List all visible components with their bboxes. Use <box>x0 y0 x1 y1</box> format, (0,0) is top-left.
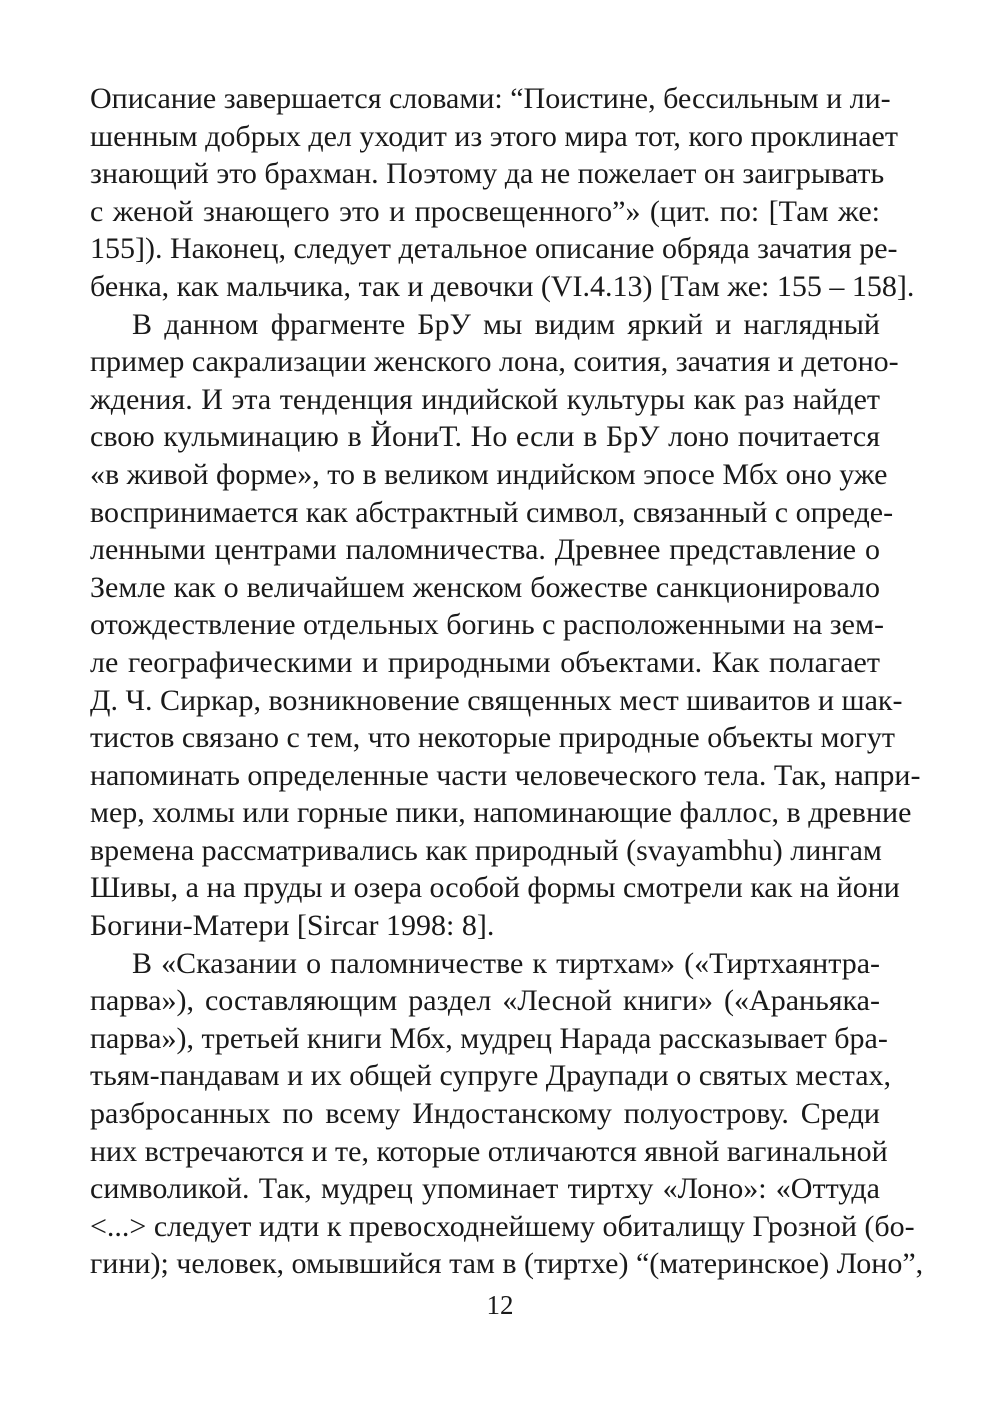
text-line: с женой знающего это и просвещенного”» (цит. по: [Там же: <box>90 194 880 228</box>
paragraph-1 <box>90 80 915 306</box>
text-line: символикой. Так, мудрец упоминает тиртху «Лоно»: «Оттуда <box>90 1172 880 1206</box>
text-line: отождествление отдельных богинь с расположенными на зем- <box>90 608 884 642</box>
body-text <box>90 80 924 1283</box>
text-line: гини); человек, омывшийся там в (тиртхе) “(материнское) Лоно”, <box>90 1247 924 1281</box>
text-line: свою кульминацию в ЙониТ. Но если в БрУ лоно почитается <box>90 420 880 454</box>
text-line: ленными центрами паломничества. Древнее представление о <box>90 533 880 567</box>
text-line: тистов связано с тем, что некоторые природные объекты могут <box>90 721 895 755</box>
text-line: времена рассматривались как природный (svayambhu) лингам <box>90 833 882 867</box>
text-line: мер, холмы или горные пики, напоминающие фаллос, в древние <box>90 796 912 830</box>
text-line: ждения. И эта тенденция индийской культуры как раз найдет <box>90 382 880 416</box>
text-line: В данном фрагменте БрУ мы видим яркий и наглядный <box>132 307 880 341</box>
text-line: пример сакрализации женского лона, соития, зачатия и детоно- <box>90 345 899 379</box>
text-line: разбросанных по всему Индостанскому полуострову. Среди <box>90 1097 880 1131</box>
text-line: шенным добрых дел уходит из этого мира тот, кого проклинает <box>90 119 898 153</box>
text-line: Шивы, а на пруды и озера особой формы смотрели как на йони <box>90 871 900 905</box>
text-line: 155]). Наконец, следует детальное описание обряда зачатия ре- <box>90 232 898 266</box>
text-line: Земле как о величайшем женском божестве санкционировало <box>90 570 880 604</box>
paragraph-2 <box>90 306 921 945</box>
text-line: парва»), третьей книги Мбх, мудрец Нарада рассказывает бра- <box>90 1021 888 1055</box>
paragraph-3 <box>90 945 924 1283</box>
text-line: них встречаются и те, которые отличаются явной вагинальной <box>90 1134 888 1168</box>
text-line: <...> следует идти к превосходнейшему обиталищу Грозной (бо- <box>90 1209 915 1243</box>
text-line: ле географическими и природными объектами. Как полагает <box>90 645 880 679</box>
text-line: знающий это брахман. Поэтому да не пожелает он заигрывать <box>90 157 885 191</box>
text-line: Описание завершается словами: “Поистине, бессильным и ли- <box>90 82 891 115</box>
page-number: 12 <box>486 1290 514 1320</box>
text-line: тьям-пандавам и их общей супруге Драупади о святых местах, <box>90 1059 892 1093</box>
text-line: парва»), составляющим раздел «Лесной книги» («Араньяка- <box>90 984 880 1018</box>
text-line: В «Сказании о паломничестве к тиртхам» («Тиртхаянтра- <box>132 946 880 980</box>
text-line: Богини-Матери [Sircar 1998: 8]. <box>90 909 495 943</box>
text-line: Д. Ч. Сиркар, возникновение священных мест шиваитов и шак- <box>90 683 903 717</box>
text-line: воспринимается как абстрактный символ, связанный с опреде- <box>90 495 894 529</box>
text-line: «в живой форме», то в великом индийском эпосе Мбх оно уже <box>90 457 888 491</box>
text-line: напоминать определенные части человеческого тела. Так, напри- <box>90 758 921 792</box>
text-line: бенка, как мальчика, так и девочки (VI.4.13) [Там же: 155 – 158]. <box>90 269 915 303</box>
